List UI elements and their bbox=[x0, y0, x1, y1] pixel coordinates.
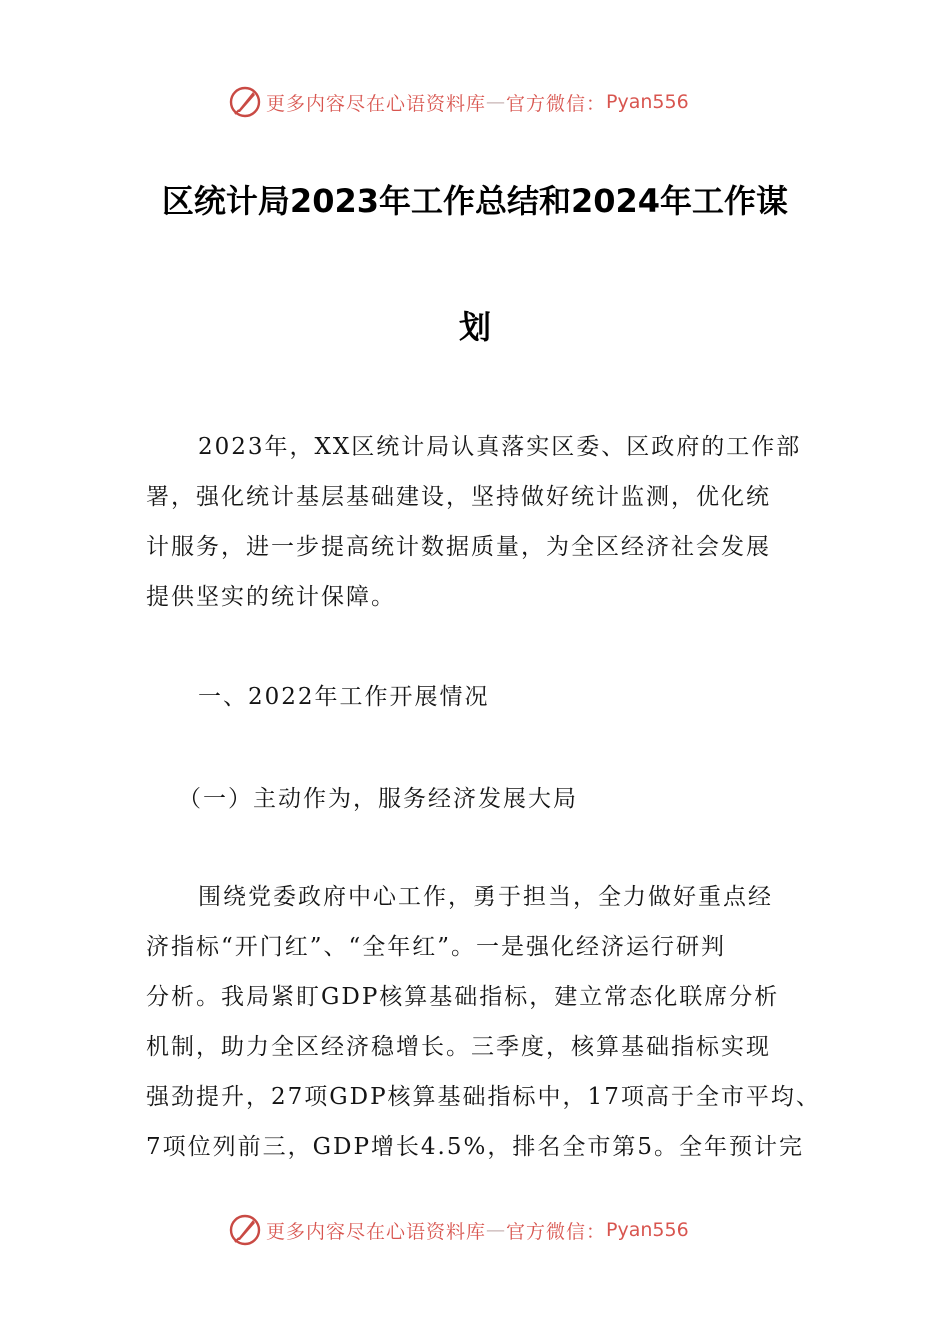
body-line: 强劲提升，27项GDP核算基础指标中，17项高于全市平均、 bbox=[146, 1084, 821, 1110]
banner-text: 更多内容尽在心语资料库 bbox=[266, 92, 487, 115]
body-line: 分析。我局紧盯GDP核算基础指标，建立常态化联席分析 bbox=[146, 984, 780, 1010]
banner-dash: — bbox=[486, 1219, 507, 1241]
document-title-line1: 区统计局2023年工作总结和2024年工作谋 bbox=[161, 182, 789, 220]
body-line: 7项位列前三，GDP增长4.5%，排名全市第5。全年预计完 bbox=[146, 1134, 804, 1160]
banner-wechat-label: 官方微信： bbox=[506, 92, 607, 115]
banner-dash: — bbox=[486, 91, 507, 113]
intro-paragraph bbox=[146, 422, 810, 622]
banner-wechat-id: Pyan556 bbox=[606, 91, 689, 113]
document-title-line2: 划 bbox=[458, 308, 491, 346]
section-heading: 一、2022年工作开展情况 bbox=[198, 684, 490, 710]
banner-text: 更多内容尽在心语资料库 bbox=[266, 1220, 487, 1243]
quill-logo-icon bbox=[228, 1213, 262, 1247]
quill-logo-icon bbox=[228, 85, 262, 119]
body-paragraph bbox=[146, 872, 821, 1172]
intro-line: 署，强化统计基层基础建设，坚持做好统计监测，优化统 bbox=[146, 484, 771, 510]
body-line: 机制，助力全区经济稳增长。三季度，核算基础指标实现 bbox=[146, 1034, 771, 1060]
header-banner bbox=[228, 84, 689, 120]
intro-line: 计服务，进一步提高统计数据质量，为全区经济社会发展 bbox=[146, 534, 771, 560]
footer-banner bbox=[228, 1212, 689, 1248]
intro-line: 2023年，XX区统计局认真落实区委、区政府的工作部 bbox=[198, 434, 802, 460]
intro-line: 提供坚实的统计保障。 bbox=[146, 584, 396, 610]
subsection-heading: （一）主动作为，服务经济发展大局 bbox=[178, 786, 578, 812]
body-line: 济指标“开门红”、“全年红”。一是强化经济运行研判 bbox=[146, 934, 727, 960]
body-line: 围绕党委政府中心工作，勇于担当，全力做好重点经 bbox=[198, 884, 773, 910]
banner-wechat-label: 官方微信： bbox=[506, 1220, 607, 1243]
banner-wechat-id: Pyan556 bbox=[606, 1219, 689, 1241]
